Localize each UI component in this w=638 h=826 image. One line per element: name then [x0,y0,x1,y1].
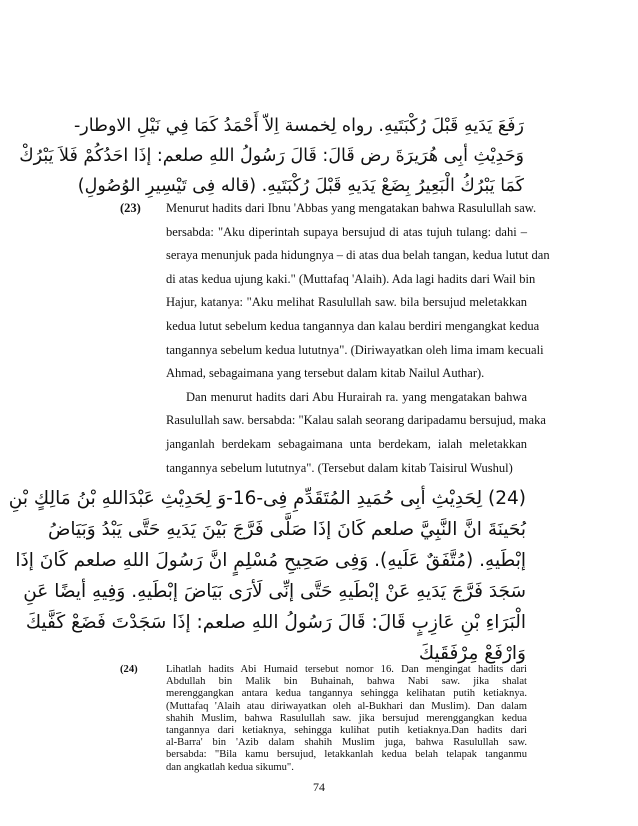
para-24-line: Lihatlah hadits Abi Humaid tersebut nomor 16. Dan mengingat hadits dari [166,664,527,675]
para-24-line: tangannya dari ketiaknya, sehingga kulihat putih ketiaknya.Dan hadits dari [166,725,527,736]
para-24-line: al-Barra' bin 'Azib dalam shahih Muslim juga, bahwa Rasulullah saw. [166,737,527,749]
para-24-line: (Muttafaq 'Alaih atau diriwayatkan oleh al-Bukhari dan Muslim). Dan dalam [166,700,527,712]
para-24-number: (24) [120,664,138,675]
para-24-line: shahih Muslim, bahwa Rasulullah saw. jika bersujud merenggangkan kedua [166,712,527,724]
para-23-line: kedua lutut sebelum kedua tangannya dan kalau berdiri mengangkat kedua [166,319,540,333]
para-23-line: Dan menurut hadits dari Abu Hurairah ra. yang mengatakan bahwa [186,389,527,404]
arabic-line-mid-5: الْبَرَاءِ بْنِ عَازِبٍ قَالَ: قَالَ رَسُولُ اللهِ صلعم: إذَا سَجَدْتَ فَضَعْ كَفَّيكَ [25,612,526,633]
page-number: 74 [313,780,325,794]
para-23-line: tangannya sebelum lututnya". (Tersebut dalam kitab Taisirul Wushul) [166,460,513,475]
para-24-line: Abdullah bin Malik bin Buhainah, bahwa Nabi saw. jika shalat [166,676,527,688]
para-23-number: (23) [120,201,141,215]
para-23-line: Hajur, katanya: "Aku melihat Rasulullah saw. bila bersujud meletakkan [166,295,527,310]
para-23-line: di atas kedua ujung kaki." (Muttafaq 'Alaih). Ada lagi hadits dari Wail bin [166,271,536,286]
para-23-line: tangannya sebelum kedua lututnya". (Diriwayatkan oleh lima imam kecuali [166,342,544,357]
arabic-line-mid-1: (24) لِحَدِيْثِ أبِى حُمَيدِ المُتَقَدِّمِ فِى-16-وَ لِحَدِيْثِ عَبْدَاللهِ بْنُ مَالِكٍ بْنِ [8,488,526,509]
para-24-line: dan angkatlah kedua sikumu". [166,761,294,773]
para-23-line: janganlah berdekam sebagaimana unta berdekam, ialah meletakkan [166,437,527,451]
para-24-line: merenggangkan antara kedua tangannya sehingga kelihatan putih ketiaknya. [166,688,527,700]
arabic-line-top-2: وَحَدِيْثِ أبِى هُرَيرَةَ رض قَالَ: قَالَ رَسُولُ اللهِ صلعم: إذَا احَدُكُمْ فَلاَ يَبْرُكْ [19,146,524,166]
para-24-line: bersabda: "Bila kamu bersujud, letakkanlah kedua belah telapak tanganmu [166,749,527,761]
arabic-line-top-1: رَفَعَ يَدَيهِ قَبْلَ رُكْبَتَيهِ. رواه لِخمسة اِلاّ أَحْمَدُ كَمَا فِي نَيْلِ الاوطار- [73,116,524,136]
para-23-line: bersabda: "Aku diperintah supaya bersujud di atas tujuh tulang: dahi – [166,224,527,239]
arabic-line-top-3: كَمَا يَبْرُكُ الْبَعِيرُ بِضَعْ يَدَيهِ قَبْلَ رُكْبَتَيهِ. (قاله فِى تَيْسِيرِ الوُصُولِ) [77,176,524,196]
para-23-line: Ahmad, sebagaimana yang tersebut dalam kitab Nailul Authar). [166,366,485,381]
arabic-line-mid-4: سَجَدَ فَرَّجَ يَدَيهِ عَنْ إبْطَيهِ حَتَّى إنِّى لَأرَى بَيَاضَ إبْطَيهِ. وَفِيهِ أيضًا عَنِ [23,581,526,602]
arabic-line-mid-6: وَارْفَعْ مِرْفَقَيكَ [418,643,526,664]
arabic-line-mid-3: إبْطَيهِ. (مُتَّفَقٌ عَلَيهِ). وَفِى صَحِيحِ مُسْلِمٍ انَّ رَسُولَ اللهِ صلعم كَانَ إذَا [15,550,526,571]
arabic-line-mid-2: بُحَينَةَ انَّ النَّبِيَّ صلعم كَانَ إذَا صَلَّى فَرَّجَ بَيْنَ يَدَيهِ حَتَّى يَبْدُ وَبَيَاضُ [48,519,526,540]
para-23-line: seraya menunjuk pada hidungnya – di atas dua belah tangan, kedua lutut dan [166,248,550,263]
para-23-line: Menurut hadits dari Ibnu 'Abbas yang mengatakan bahwa Rasulullah saw. [166,201,537,215]
para-23-line: Rasulullah saw. bersabda: "Kalau salah seorang daripadamu bersujud, maka [166,413,546,428]
